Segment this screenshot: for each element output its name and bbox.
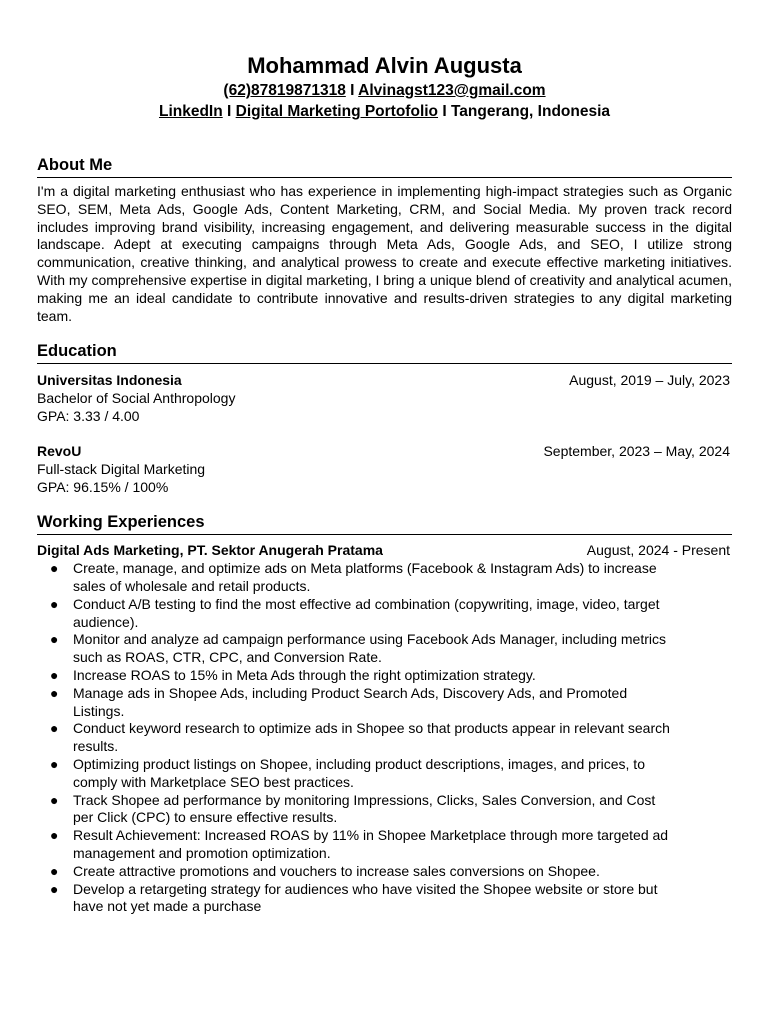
separator: I (350, 82, 355, 99)
bullet-dot-icon: ● (50, 827, 59, 844)
bullet-text: Conduct A/B testing to find the most effective ad combination (copywriting, image, video, target audience). (73, 595, 660, 630)
job-date: August, 2024 - Present (586, 542, 730, 559)
bullet-dot-icon: ● (50, 791, 59, 808)
contact-line (37, 80, 732, 101)
bullet-dot-icon: ● (50, 862, 59, 879)
about-title: About Me (37, 155, 732, 178)
education-title: Education (37, 341, 732, 364)
bullet-dot-icon: ● (50, 880, 59, 897)
education-entry (37, 442, 732, 496)
about-text: I'm a digital marketing enthusiast who has experience in implementing high-impact strategies such as Organic SEO, SEM, Meta Ads, Google Ads, Content Marketing, CRM, and Social Media. My proven track record includes improving brand visibility, increasing engagement, and delivering measurable success in the digital landscape. Adept at executing campaigns through Meta Ads, Google Ads, and SEO, I utilize strong communication, creative thinking, and analytical prowess to create and execute effective marketing initiatives. With my comprehensive expertise in digital marketing, I bring a unique blend of creativity and analytical acumen, making me an ideal candidate to contribute innovative and results-driven strategies to any digital marketing team. (37, 183, 732, 324)
school-name: Universitas Indonesia (37, 372, 182, 389)
portfolio-link[interactable]: Digital Marketing Portofolio (235, 103, 439, 120)
separator: I (442, 103, 447, 120)
job-bullet-list (37, 560, 732, 916)
about-section (37, 155, 732, 325)
bullet-text: Manage ads in Shopee Ads, including Product Search Ads, Discovery Ads, and Promoted Listings. (73, 684, 628, 719)
linkedin-link[interactable]: LinkedIn (158, 103, 223, 120)
bullet-dot-icon: ● (50, 631, 59, 648)
job-entry (37, 542, 732, 916)
degree-text: Full-stack Digital Marketing (37, 461, 206, 478)
gpa-text: GPA: 3.33 / 4.00 (37, 408, 140, 425)
bullet-dot-icon: ● (50, 684, 59, 701)
work-title: Working Experiences (37, 512, 732, 535)
links-line (37, 101, 732, 122)
bullet-text: Conduct keyword research to optimize ads in Shopee so that products appear in relevant search results. (73, 720, 670, 755)
gpa-text: GPA: 96.15% / 100% (37, 479, 169, 496)
bullet-dot-icon: ● (50, 666, 59, 683)
job-bullet-item (37, 560, 732, 596)
bullet-dot-icon: ● (50, 560, 59, 577)
bullet-text: Track Shopee ad performance by monitoring Impressions, Clicks, Sales Conversion, and Cost per Click (CPC) to ensure effective results. (73, 791, 656, 826)
bullet-text: Optimizing product listings on Shopee, including product descriptions, images, and prices, to comply with Marketplace SEO best practices. (73, 755, 645, 790)
bullet-dot-icon: ● (50, 595, 59, 612)
education-date: August, 2019 – July, 2023 (569, 372, 730, 389)
location-text: Tangerang, Indonesia (450, 103, 611, 120)
bullet-text: Monitor and analyze ad campaign performance using Facebook Ads Manager, including metrics such as ROAS, CTR, CPC, and Conversion Rate. (73, 631, 666, 666)
phone-link[interactable]: (62)87819871318 (223, 82, 346, 99)
job-bullet-item (37, 792, 732, 828)
candidate-name: Mohammad Alvin Augusta (247, 53, 522, 78)
job-bullet-item (37, 863, 732, 881)
job-bullet-item (37, 667, 732, 685)
work-section (37, 512, 732, 916)
job-bullet-item (37, 827, 732, 863)
bullet-dot-icon: ● (50, 720, 59, 737)
resume-header (37, 52, 732, 122)
degree-text: Bachelor of Social Anthropology (37, 390, 236, 407)
school-name: RevoU (37, 443, 82, 460)
bullet-text: Create attractive promotions and vouchers to increase sales conversions on Shopee. (73, 862, 600, 879)
email-link[interactable]: Alvinagst123@gmail.com (358, 82, 546, 99)
job-bullet-item (37, 720, 732, 756)
education-section (37, 341, 732, 496)
job-bullet-item (37, 596, 732, 632)
education-entry (37, 371, 732, 425)
education-date: September, 2023 – May, 2024 (543, 443, 730, 460)
job-bullet-item (37, 881, 732, 917)
bullet-text: Create, manage, and optimize ads on Meta platforms (Facebook & Instagram Ads) to increase sales of wholesale and retail products. (73, 560, 657, 594)
bullet-dot-icon: ● (50, 755, 59, 772)
bullet-text: Increase ROAS to 15% in Meta Ads through the right optimization strategy. (73, 666, 536, 683)
job-bullet-item (37, 631, 732, 667)
job-bullet-item (37, 685, 732, 721)
bullet-text: Result Achievement: Increased ROAS by 11% in Shopee Marketplace through more targeted ad management and promotion optimization. (73, 827, 669, 861)
separator: I (227, 103, 232, 120)
job-bullet-item (37, 756, 732, 792)
bullet-text: Develop a retargeting strategy for audiences who have visited the Shopee website or store but have not yet made a purchase (73, 880, 658, 915)
job-role: Digital Ads Marketing, PT. Sektor Anugerah Pratama (37, 542, 383, 559)
